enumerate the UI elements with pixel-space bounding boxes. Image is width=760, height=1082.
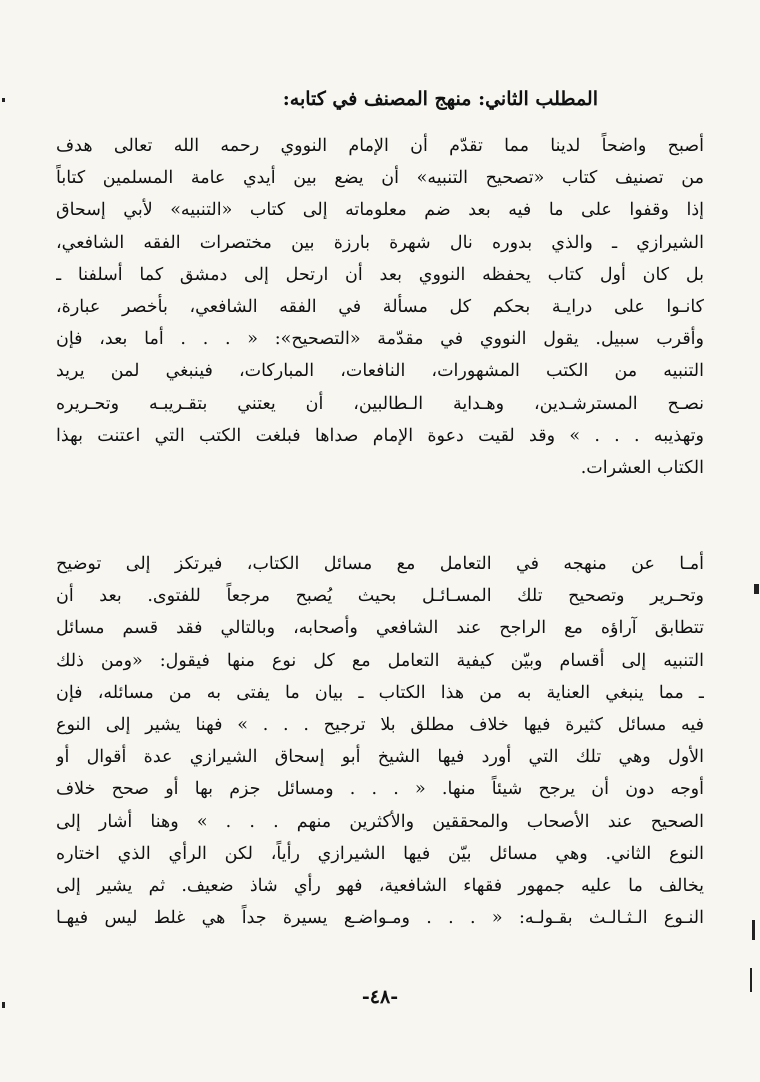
text-line: بل كان أول كتاب يحفظه النووي بعد أن ارتحل إلى دمشق كما أسلفنا ـ <box>56 264 704 285</box>
scan-mark <box>754 584 759 594</box>
scan-mark <box>2 1002 5 1008</box>
text-line: التنبيه من الكتب المشهورات، النافعات، المباركات، فينبغي لمن يريد <box>56 361 704 382</box>
text-line: الشيرازي ـ والذي بدوره نال شهرة بارزة بين مختصرات الفقه الشافعي، <box>56 232 704 253</box>
text-line: النوع الثاني. وهي مسائل بيّن فيها الشيرازي رأياً، لكن الرأي الذي اختاره <box>56 843 704 864</box>
text-line: وتحـرير وتصحيح تلك المسـائـل بحيث يُصبح مرجعاً للفتوى. بعد أن <box>56 586 704 607</box>
text-line: وتهذيبه . . . » وقد لقيت دعوة الإمام صداها فبلغت الكتب التي اعتنت بهذا <box>56 425 704 446</box>
text-line: كانـوا على درايـة بحكم كل مسألة في الفقه الشافعي، بأخصر عبارة، <box>56 296 704 317</box>
text-line: التنبيه إلى أقسام وبيّن كيفية التعامل مع كل نوع منها فيقول: «ومن ذلك <box>56 650 704 671</box>
text-line: الأول وهي تلك التي أورد فيها الشيخ أبو إسحاق الشيرازي عدة أقوال أو <box>56 747 704 768</box>
scan-mark <box>750 968 752 992</box>
text-line: من تصنيف كتاب «تصحيح التنبيه» أن يضع بين أيدي عامة المسلمين كتاباً <box>56 168 704 189</box>
text-line: نصـح المسترشـدين، وهـداية الـطالبين، أن يعتني بتقـريبـه وتحـريره <box>56 393 704 414</box>
paragraph-2 <box>56 548 704 934</box>
text-line: أمـا عن منهجه في التعامل مع مسائل الكتاب، فيرتكز إلى توضيح <box>56 554 704 574</box>
text-line: النـوع الـثـالـث بقـولـه: « . . . ومـواضـع يسيرة جداً هي غلط ليس فيهـا <box>56 908 704 929</box>
text-line: أصبح واضحاً لدينا مما تقدّم أن الإمام النووي رحمه الله تعالى هدف <box>56 136 704 156</box>
text-line: تتطابق آراؤه مع الراجح عند الشافعي وأصحابه، وبالتالي فقد قسم مسائل <box>56 618 704 639</box>
text-line: يخالف ما عليه جمهور فقهاء الشافعية، فهو رأي شاذ ضعيف. ثم يشير إلى <box>56 875 704 896</box>
section-heading: المطلب الثاني: منهج المصنف في كتابه: <box>282 88 598 110</box>
text-line: وأقرب سبيل. يقول النووي في مقدّمة «التصحيح»: « . . . أما بعد، فإن <box>56 329 704 350</box>
text-line: الصحيح عند الأصحاب والمحققين والأكثرين منهم . . . » وهنا أشار إلى <box>56 811 704 832</box>
text-line: الكتاب العشرات. <box>580 457 704 478</box>
text-line: ـ مما ينبغي العناية به من هذا الكتاب ـ بيان ما يفتى به من مسائله، فإن <box>56 682 704 703</box>
text-line: فيه مسائل كثيرة فيها خلاف مطلق بلا ترجيح . . . » فهنا يشير إلى النوع <box>56 714 704 735</box>
scan-mark <box>2 98 5 102</box>
text-line: أوجه دون أن يرجح شيئاً منها. « . . . ومسائل جزم بها أو صحح خلاف <box>56 779 704 800</box>
text-line: إذا وقفوا على ما فيه بعد ضم معلوماته إلى كتاب «التنبيه» لأبي إسحاق <box>56 200 704 221</box>
paragraph-1 <box>56 130 704 484</box>
scan-mark <box>752 920 755 940</box>
page-number: -٤٨- <box>361 986 399 1008</box>
